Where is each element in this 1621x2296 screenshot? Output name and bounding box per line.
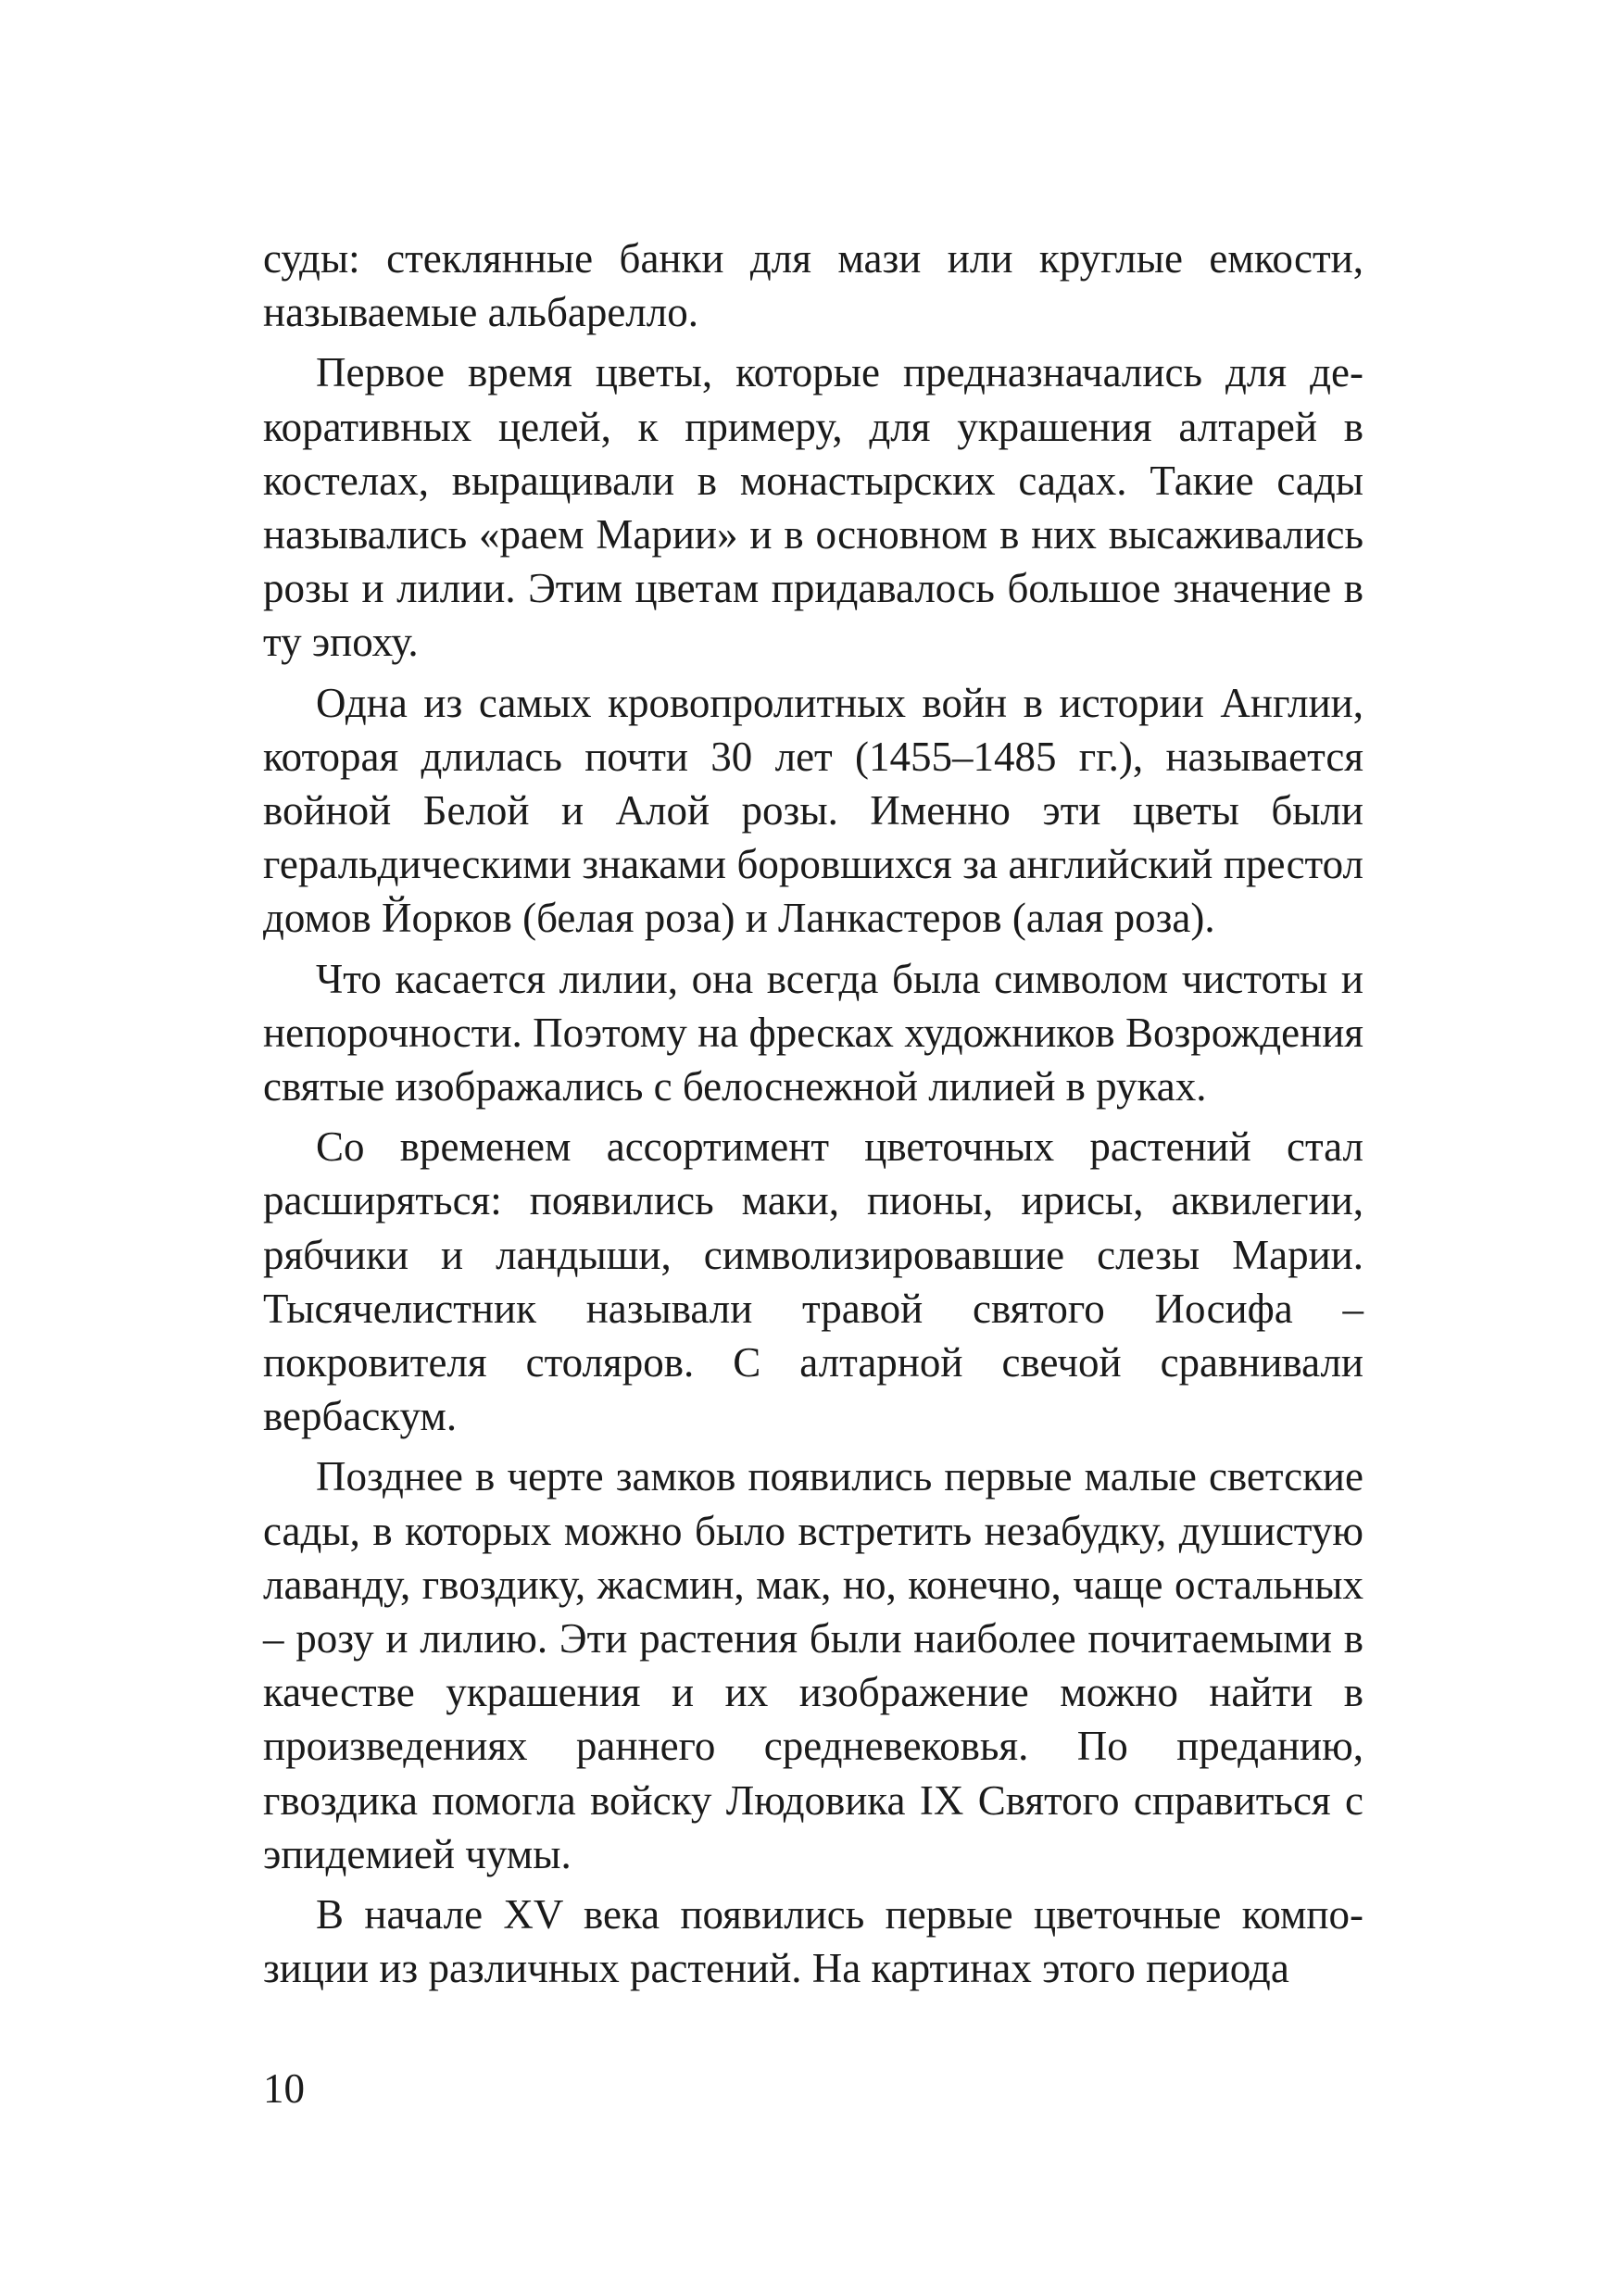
- paragraph-2: Первое время цветы, которые предназначались для декоративных целей, к примеру, для украшения алтарей в костелах, выращивали в монастырских садах. Такие сады назывались «раем Марии» и в основном в них высаживались розы и лилии. Этим цветам придавалось большое значение в ту эпоху.: [263, 349, 1363, 666]
- paragraph-3: Одна из самых кровопролитных войн в истории Англии, которая длилась почти 30 лет (1455–1485 гг.), называется войной Белой и Алой розы. Именно эти цветы были геральдическими знаками боровшихся за английский престол домов Йорков (белая роза) и Ланкастеров (алая роза).: [263, 679, 1363, 942]
- paragraph-1: суды: стеклянные банки для мази или круглые емкости, называемые альбарелло.: [263, 235, 1363, 336]
- paragraph-4: Что касается лилии, она всегда была символом чистоты и непорочности. Поэтому на фресках художников Возрождения святые изображались с белоснежной лилией в руках.: [263, 955, 1363, 1110]
- page-number: 10: [263, 2065, 305, 2112]
- page-body: [263, 232, 1363, 1996]
- paragraph-6: Позднее в черте замков появились первые малые светские сады, в которых можно было встретить незабудку, душистую лаванду, гвоздику, жасмин, мак, но, конечно, чаще остальных – розу и лилию. Эти растения были наиболее почитаемыми в качестве украшения и их изображение можно найти в произведениях раннего средневековья. По преданию, гвоздика помогла войску Людовика IX Святого справиться с эпидемией чумы.: [263, 1453, 1363, 1877]
- paragraph-7: В начале XV века появились первые цветочные композиции из различных растений. На картинах этого периода: [263, 1891, 1363, 1992]
- paragraph-5: Со временем ассортимент цветочных растений стал расширяться: появились маки, пионы, ирисы, аквилегии, рябчики и ландыши, символизировавшие слезы Марии. Тысячелистник называли травой святого Иосифа – покровителя столяров. С алтарной свечой сравнивали вербаскум.: [263, 1123, 1363, 1440]
